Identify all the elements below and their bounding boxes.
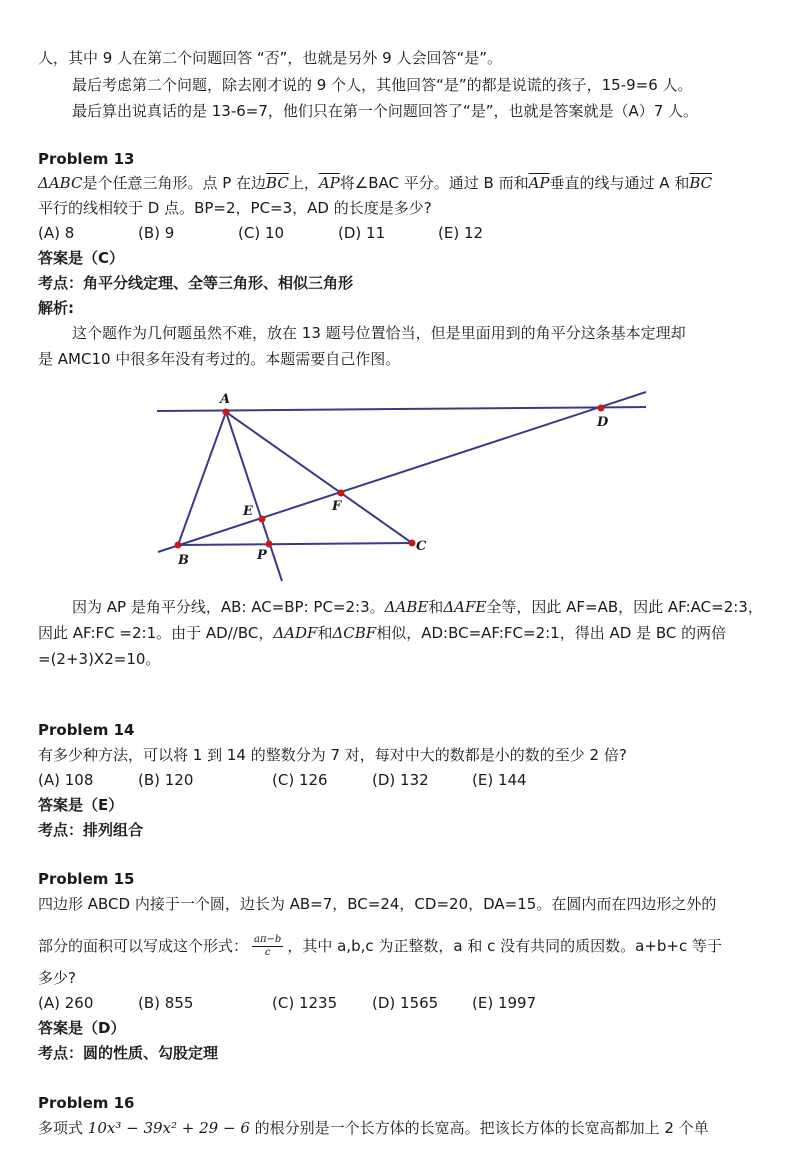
geometry-figure — [0, 388, 803, 588]
problem-13-topic: 考点：角平分线定理、全等三角形、相似三角形 — [38, 274, 354, 292]
option-d: (D) 11 — [338, 224, 386, 242]
stem-text: ，其中 a,b,c 为正整数，a 和 c 没有共同的质因数。a+b+c 等于 — [287, 937, 722, 955]
problem-14-answer: 答案是（E） — [38, 796, 124, 814]
problem-13-analysis-label: 解析: — [38, 299, 74, 317]
math-triangle-afe: ΔAFE — [443, 598, 487, 616]
problem-14-title: Problem 14 — [38, 721, 135, 739]
label-e: E — [243, 504, 253, 519]
problem-15-answer: 答案是（D） — [38, 1019, 126, 1037]
option-c: (C) 126 — [272, 771, 328, 789]
problem-15-topic: 考点：圆的性质、勾股定理 — [38, 1044, 219, 1062]
stem-text: 的根分别是一个长方体的长宽高。把该长方体的长宽高都加上 2 个单 — [254, 1119, 709, 1137]
stem-text: 垂直的线与通过 A 和 — [549, 174, 690, 192]
math-triangle-cbf: ΔCBF — [332, 624, 377, 642]
problem-13-analysis-line-2: 是 AMC10 中很多年没有考过的。本题需要自己作图。 — [38, 350, 401, 368]
problem-15-stem-line-3: 多少? — [38, 969, 76, 987]
option-e: (E) 144 — [472, 771, 527, 789]
problem-15-stem-line-1: 四边形 ABCD 内接于一个圆，边长为 AB=7，BC=24，CD=20，DA=15。在圆内而在四边形之外的 — [38, 895, 717, 913]
intro-line-3: 最后算出说真话的是 13-6=7，他们只在第一个问题回答了“是”，也就是答案就是（A）7 人。 — [72, 102, 699, 120]
math-triangle-abc: ΔABC — [38, 174, 83, 192]
fraction — [252, 934, 283, 959]
point-p — [266, 541, 273, 548]
problem-13-solution-line-2 — [38, 622, 765, 644]
solution-text: 因为 AP 是角平分线，AB: AC=BP: PC=2:3。 — [72, 598, 385, 616]
problem-15-stem-line-2 — [38, 933, 765, 959]
point-a — [223, 409, 230, 416]
problem-14-topic: 考点：排列组合 — [38, 821, 144, 839]
problem-13-analysis-line-1: 这个题作为几何题虽然不难，放在 13 题号位置恰当，但是里面用到的角平分这条基本定理却 — [72, 324, 686, 342]
problem-14-stem: 有多少种方法，可以将 1 到 14 的整数分为 7 对，每对中大的数都是小的数的至少 2 倍? — [38, 746, 627, 764]
point-b — [175, 542, 182, 549]
label-c: C — [416, 539, 427, 554]
problem-13-solution-line-3: =(2+3)X2=10。 — [38, 650, 161, 668]
option-a: (A) 8 — [38, 224, 75, 242]
option-d: (D) 1565 — [372, 994, 439, 1012]
problem-13-answer: 答案是（C） — [38, 249, 125, 267]
option-e: (E) 1997 — [472, 994, 537, 1012]
label-p: P — [257, 548, 267, 563]
segment-bc — [178, 543, 412, 545]
intro-line-1: 人，其中 9 人在第二个问题回答 “否”，也就是另外 9 人会回答“是”。 — [38, 49, 503, 67]
segment-ab — [178, 412, 226, 545]
problem-16-stem — [38, 1117, 765, 1139]
math-triangle-adf: ΔADF — [273, 624, 318, 642]
option-a: (A) 260 — [38, 994, 94, 1012]
math-segment-ap: $\overline{AP}$ — [528, 174, 550, 192]
math-segment-ap: $\overline{AP}$ — [318, 174, 340, 192]
math-segment-bc: $\overline{BC}$ — [266, 174, 289, 192]
label-b: B — [178, 553, 189, 568]
point-c — [409, 540, 416, 547]
point-e — [259, 516, 266, 523]
solution-text: 相似，AD:BC=AF:FC=2:1，得出 AD 是 BC 的两倍 — [376, 624, 727, 642]
stem-text: 是个任意三角形。点 P 在边 — [82, 174, 267, 192]
stem-text: 部分的面积可以写成这个形式： — [38, 937, 249, 955]
problem-13-solution-line-1 — [72, 596, 765, 618]
option-c: (C) 1235 — [272, 994, 338, 1012]
problem-13-stem-line-1 — [38, 172, 765, 194]
stem-text: 上， — [288, 174, 319, 192]
solution-text: 因此 AF:FC =2:1。由于 AD//BC， — [38, 624, 274, 642]
segment-ap — [226, 412, 282, 581]
problem-13-stem-line-2: 平行的线相较于 D 点。BP=2，PC=3，AD 的长度是多少? — [38, 199, 432, 217]
label-d: D — [597, 415, 609, 430]
label-f: F — [332, 499, 342, 514]
point-f — [338, 490, 345, 497]
option-c: (C) 10 — [238, 224, 285, 242]
label-a: A — [220, 392, 231, 407]
solution-text: 全等，因此 AF=AB，因此 AF:AC=2:3， — [486, 598, 763, 616]
line-ad — [157, 407, 646, 411]
option-a: (A) 108 — [38, 771, 94, 789]
math-segment-bc: $\overline{BC}$ — [689, 174, 713, 192]
problem-13-title: Problem 13 — [38, 150, 135, 168]
math-triangle-abe: ΔABE — [384, 598, 429, 616]
fraction-denominator: c — [264, 947, 271, 958]
math-polynomial: 10x³ − 39x² + 29 − 6 — [87, 1119, 250, 1137]
option-e: (E) 12 — [438, 224, 484, 242]
solution-text: 和 — [317, 624, 333, 642]
fraction-numerator: aπ−b — [254, 934, 282, 945]
option-b: (B) 855 — [138, 994, 194, 1012]
stem-text: 多项式 — [38, 1119, 84, 1137]
option-d: (D) 132 — [372, 771, 429, 789]
option-b: (B) 120 — [138, 771, 194, 789]
option-b: (B) 9 — [138, 224, 175, 242]
intro-line-2: 最后考虑第二个问题，除去刚才说的 9 个人，其他回答“是”的都是说谎的孩子，15-9=6 人。 — [72, 76, 693, 94]
problem-15-title: Problem 15 — [38, 870, 135, 888]
stem-text: 将∠BAC 平分。通过 B 而和 — [339, 174, 529, 192]
point-d — [598, 405, 605, 412]
solution-text: 和 — [428, 598, 444, 616]
problem-16-title: Problem 16 — [38, 1094, 135, 1112]
